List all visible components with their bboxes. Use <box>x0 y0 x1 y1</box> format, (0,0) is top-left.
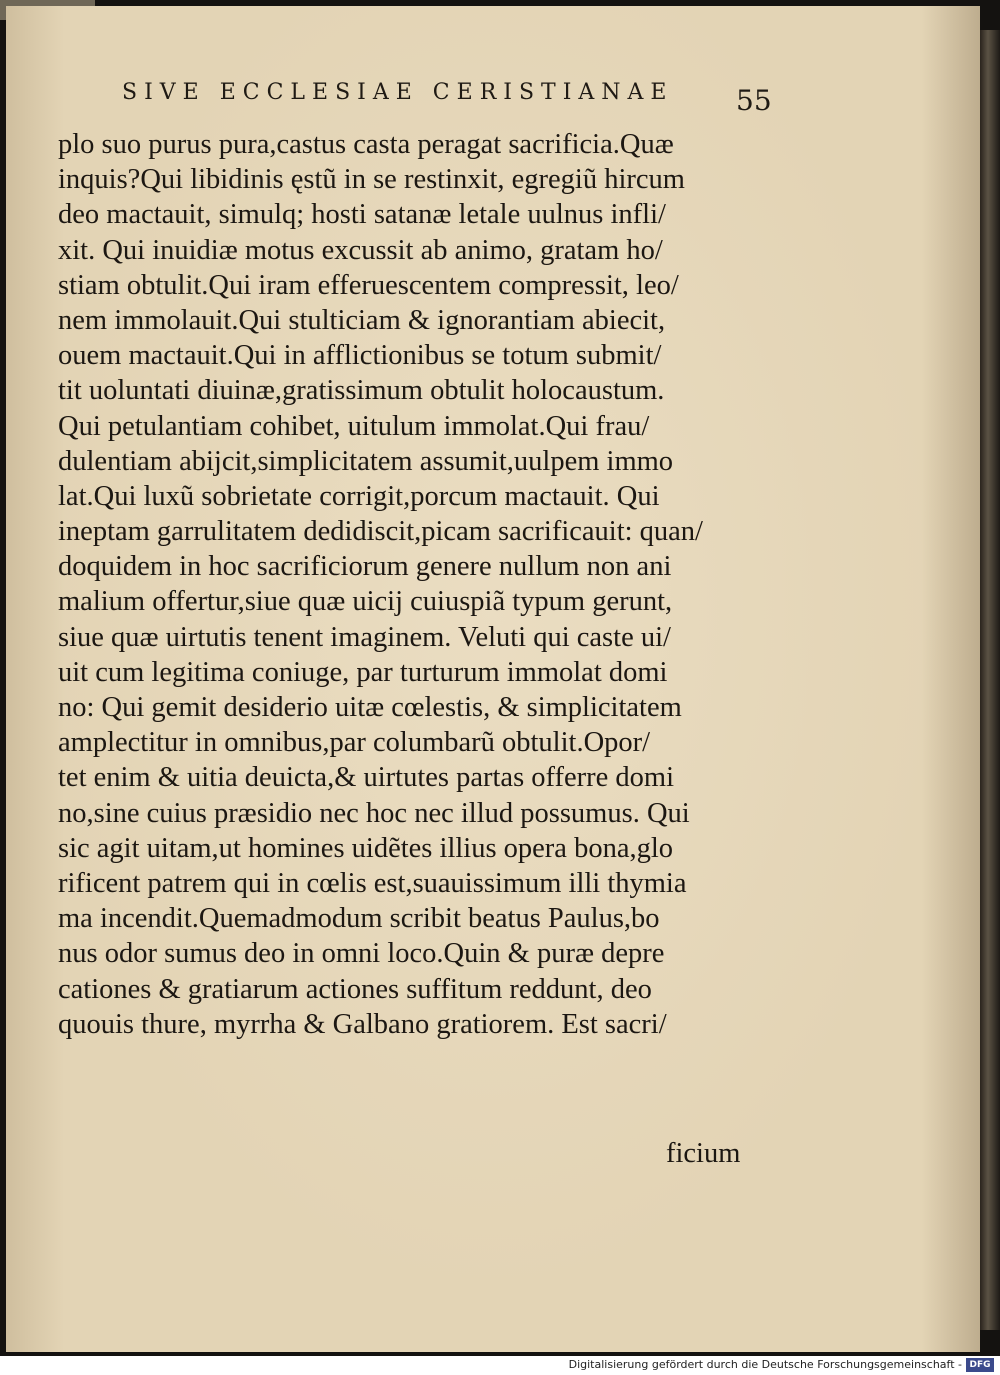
text-line: plo suo purus pura,castus casta peragat sacrificia.Quæ <box>58 129 674 160</box>
dfg-logo-icon: DFG <box>966 1358 994 1372</box>
text-line: deo mactauit, simulq; hosti satanæ letale uulnus infli/ <box>58 199 666 231</box>
text-line: dulentiam abijcit,simplicitatem assumit,uulpem immo <box>58 445 674 477</box>
text-line: malium offertur,siue quæ uicij cuiuspiã typum gerunt, <box>58 586 673 618</box>
footer-credit: Digitalisierung gefördert durch die Deutsche Forschungsgemeinschaft - <box>568 1358 962 1371</box>
text-line: no,sine cuius præsidio nec hoc nec illud possumus. Qui <box>58 797 690 829</box>
text-line: uit cum legitima coniuge, par turturum immolat domi <box>58 656 668 688</box>
text-line: lat.Qui luxũ sobrietate corrigit,porcum mactauit. Qui <box>58 480 660 512</box>
running-head: SIVE ECCLESIAE CERISTIANAE <box>122 80 674 105</box>
text-line: sic agit uitam,ut homines uidẽtes illius opera bona,glo <box>58 832 674 864</box>
text-line: no: Qui gemit desiderio uitæ cœlestis, & simplicitatem <box>58 692 682 723</box>
page-number: 55 <box>736 84 772 117</box>
text-line: tit uoluntati diuinæ,gratissimum obtulit holocaustum. <box>58 375 665 407</box>
text-line: ineptam garrulitatem dedidiscit,picam sacrificauit: quan/ <box>58 516 703 548</box>
text-line: nem immolauit.Qui stulticiam & ignorantiam abiecit, <box>58 304 666 336</box>
book-edge-right <box>980 30 1000 1330</box>
text-line: doquidem in hoc sacrificiorum genere nullum non ani <box>58 551 672 583</box>
text-line: tet enim & uitia deuicta,& uirtutes partas offerre domi <box>58 762 674 794</box>
text-line: ma incendit.Quemadmodum scribit beatus Paulus,bo <box>58 903 660 935</box>
footer-bar <box>0 1356 1000 1375</box>
text-line: rificent patrem qui in cœlis est,suauissimum illi thymia <box>58 867 687 899</box>
text-line: Qui petulantiam cohibet, uitulum immolat.Qui frau/ <box>58 410 650 442</box>
text-line: quouis thure, myrrha & Galbano gratiorem. Est sacri/ <box>58 1008 667 1040</box>
text-line: siue quæ uirtutis tenent imaginem. Veluti qui caste ui/ <box>58 621 671 653</box>
body-text <box>58 127 758 1042</box>
catchword: ficium <box>666 1138 741 1169</box>
text-line: stiam obtulit.Qui iram efferuescentem compressit, leo/ <box>58 269 679 301</box>
text-line: inquis?Qui libidinis ęstũ in se restinxit, egregiũ hircum <box>58 164 685 196</box>
text-line: amplectitur in omnibus,par columbarũ obtulit.Opor/ <box>58 727 651 759</box>
text-line: cationes & gratiarum actiones suffitum reddunt, deo <box>58 973 652 1005</box>
text-line: nus odor sumus deo in omni loco.Quin & puræ depre <box>58 938 665 970</box>
text-line: xit. Qui inuidiæ motus excussit ab animo, gratam ho/ <box>58 234 663 266</box>
text-line: ouem mactauit.Qui in afflictionibus se totum submit/ <box>58 340 662 372</box>
